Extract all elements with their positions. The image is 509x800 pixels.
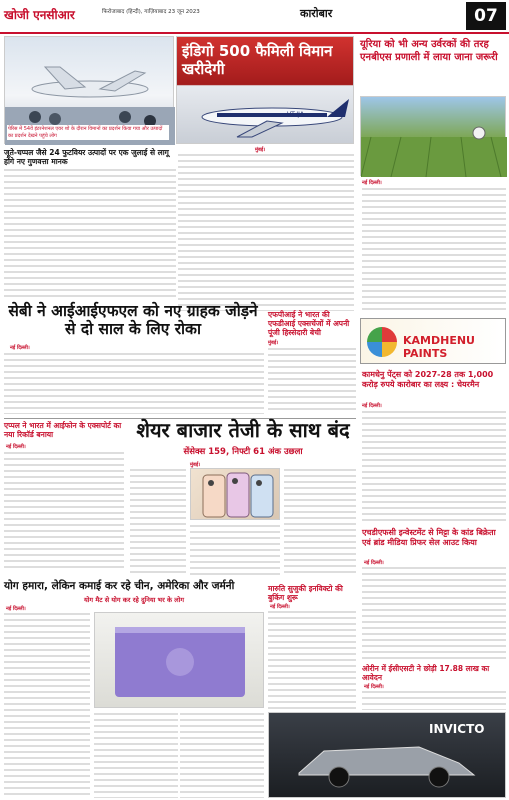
sebi-byline: नई दिल्ली। <box>10 345 30 351</box>
invicto-photo <box>268 712 506 798</box>
urea-byline: नई दिल्ली। <box>362 180 382 186</box>
sebi-headline: सेबी ने आईआईएफएल को नए ग्राहक जोड़ने से दो साल के लिए रोका <box>8 302 258 338</box>
ipo-headline: ओरीन में ईसीएसटी ने छोड़ी 17.88 लाख का आवेदन <box>362 664 490 682</box>
urea-photo <box>360 96 506 176</box>
airshow-caption: पेरिस में 54वें इंटरनेशनल एयर शो के दौरान विमानों का प्रदर्शन किया गया और उत्पादों का प्रदर्शन देखने पहुंचे लोग <box>7 125 169 140</box>
yog-body-col3 <box>180 712 264 798</box>
apple-byline: नई दिल्ली। <box>6 444 26 450</box>
yog-headline: योग हमारा, लेकिन कमाई कर रहे चीन, अमेरिका और जर्मनी <box>4 580 235 592</box>
kamdhenu-ad <box>360 318 506 364</box>
masthead <box>0 0 509 34</box>
yog-byline: नई दिल्ली। <box>6 606 26 612</box>
apple-headline: एप्पल ने भारत में आईफोन के एक्सपोर्ट का नया रिकॉर्ड बनाया <box>4 421 122 439</box>
kamdhenu-logo <box>367 327 397 357</box>
maruti-headline: मारुति सुजुकी इनविक्टो की बुकिंग शुरू <box>268 584 343 602</box>
yoga-mat-illustration <box>95 613 265 709</box>
yog-body-col2 <box>94 712 178 798</box>
share-headline: शेयर बाजार तेजी के साथ बंद <box>136 418 350 442</box>
car-illustration <box>269 713 507 799</box>
urea-body <box>362 187 506 313</box>
newspaper-brand: खोजी एनसीआर <box>4 8 75 22</box>
indigo-headline: इंडिगो 500 फैमिली विमान खरीदेगी <box>182 42 333 78</box>
maruti-byline: नई दिल्ली। <box>270 604 290 610</box>
fpi-body <box>268 347 356 414</box>
hdfc-byline: नई दिल्ली। <box>364 560 384 566</box>
ipo-byline: नई दिल्ली। <box>364 684 384 690</box>
iphone-illustration <box>191 469 281 521</box>
fpi-byline: मुंबई। <box>268 340 279 346</box>
share-subheadline: सेंसेक्स 159, निफ्टी 61 अंक उछला <box>183 447 303 457</box>
indigo-byline: मुंबई। <box>255 147 266 153</box>
section-title: कारोबार <box>300 7 333 20</box>
hdfc-headline: एचडीएफसी इन्वेस्टमेंट से मिट्टा के कांड बिक्रेता एवं ब्रांड मीडिया प्रिफर सेल आउट किया <box>362 528 496 547</box>
indigo-body <box>178 153 354 311</box>
maruti-body <box>268 610 356 710</box>
fpi-headline: एफपीआई ने भारत की एफडीआई एक्सचेंजों में अपनी पूंजी हिस्सेदारी बेची <box>268 310 350 337</box>
field-illustration <box>361 97 507 177</box>
kamdhenu-byline: नई दिल्ली। <box>362 403 382 409</box>
kamdhenu-ad-text: KAMDHENU PAINTS <box>403 334 475 360</box>
kamdhenu-body <box>362 410 506 522</box>
page-number: 07 <box>466 2 506 30</box>
yog-subheadline: योग मैट से योग कर रहे दुनिया भर के लोग <box>83 596 185 604</box>
sebi-body <box>4 352 264 414</box>
footwear-headline: जूते-चप्पल जैसे 24 फुटवियर उत्पादों पर एक जुलाई से लागू होंगे नए गुणवत्ता मानक <box>4 148 169 166</box>
hdfc-body <box>362 566 506 660</box>
share-body-col2 <box>190 524 280 576</box>
ipo-body <box>362 690 506 710</box>
aircraft-tail-number: VT-IJA <box>287 111 304 118</box>
share-byline: मुंबई। <box>190 462 201 468</box>
yog-body-col1 <box>4 612 90 798</box>
airshow-photo <box>4 36 174 144</box>
footwear-body <box>4 168 176 298</box>
dateline: फिरोजाबाद (हिन्दी), गाज़ियाबाद 23 जून 2023 <box>102 9 200 15</box>
kamdhenu-headline: कामधेनु पेंट्स को 2027-28 तक 1,000 करोड़ रुपये कारोबार का लक्ष्य : चेयरमैन <box>362 370 494 389</box>
invicto-wordmark: INVICTO <box>429 722 485 736</box>
iphone-photo <box>190 468 280 520</box>
share-body-col3 <box>284 468 356 576</box>
share-body-col1 <box>130 468 186 576</box>
apple-body <box>4 451 124 569</box>
urea-headline: यूरिया को भी अन्य उर्वरकों की तरह एनबीएस प्रणाली में लाया जाना जरूरी <box>360 39 498 63</box>
yoga-mat-photo <box>94 612 264 708</box>
